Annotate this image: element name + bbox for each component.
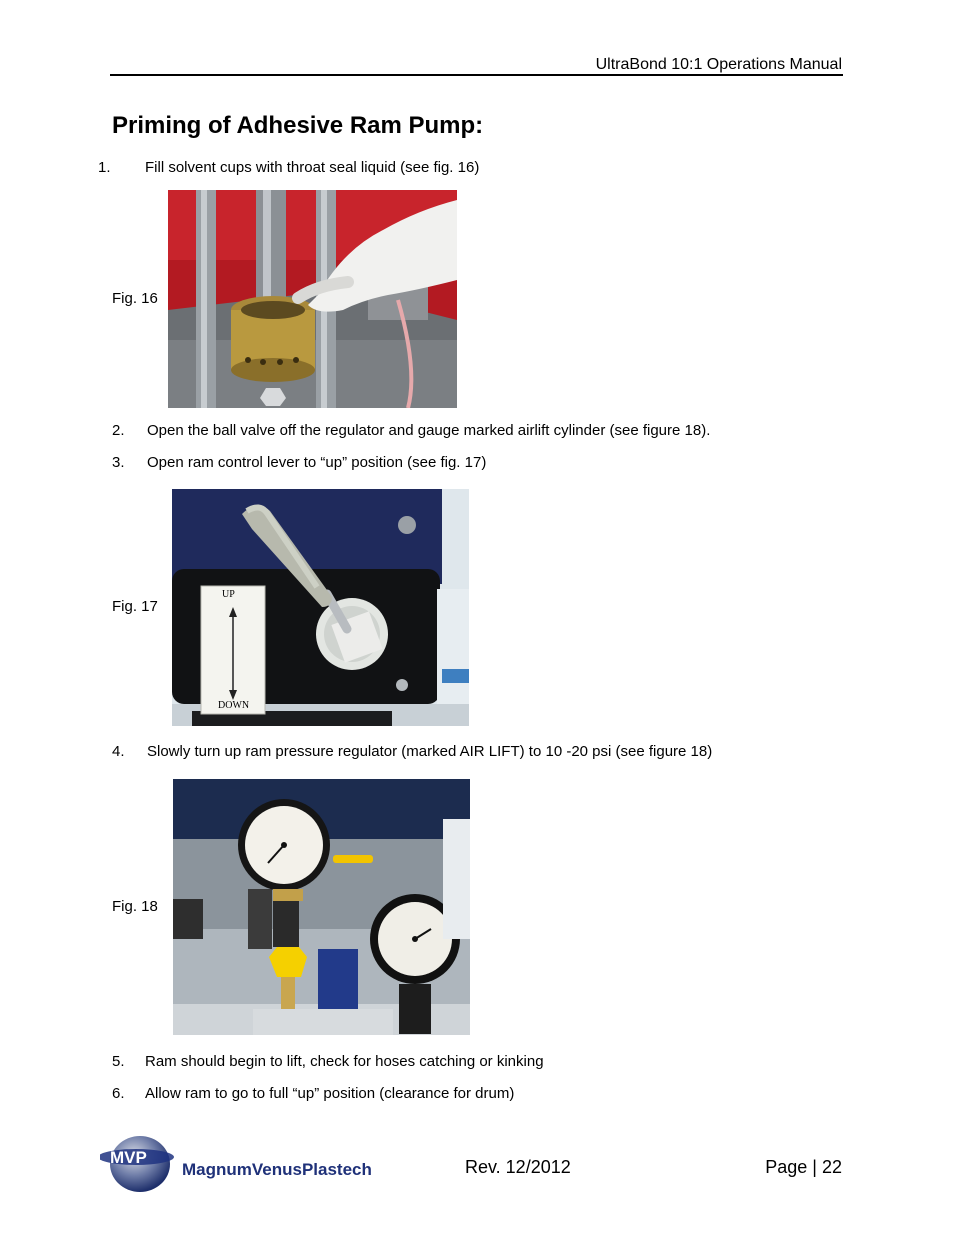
lever-panel-up-label: UP (222, 589, 235, 600)
step-4 (112, 743, 812, 763)
step-text: Open ram control lever to “up” position (see fig. 17) (147, 454, 487, 471)
step-2 (112, 422, 812, 442)
step-number: 4. (112, 743, 125, 760)
figure-17-photo (172, 489, 469, 726)
logo-badge-text: MVP (110, 1148, 147, 1167)
manual-title: UltraBond 10:1 Operations Manual (595, 56, 842, 73)
figure-label-17: Fig. 17 (112, 598, 158, 615)
step-1 (98, 159, 798, 179)
ram-control-lever-image (172, 489, 469, 726)
company-logo (100, 1133, 390, 1195)
solvent-cup-image (168, 190, 457, 408)
revision-text: Rev. 12/2012 (465, 1157, 571, 1177)
lever-panel-down-label: DOWN (218, 700, 250, 711)
step-number: 3. (112, 454, 125, 471)
step-text: Ram should begin to lift, check for hoses catching or kinking (145, 1053, 544, 1070)
step-number: 1. (98, 159, 111, 176)
figure-label-16: Fig. 16 (112, 290, 158, 307)
figure-label-18: Fig. 18 (112, 898, 158, 915)
step-number: 6. (112, 1085, 125, 1102)
header-rule (110, 74, 843, 76)
figure-16-photo (168, 190, 457, 408)
step-text: Allow ram to go to full “up” position (clearance for drum) (145, 1085, 515, 1102)
figure-18-photo (173, 779, 470, 1035)
step-text: Open the ball valve off the regulator and gauge marked airlift cylinder (see figure 18). (147, 422, 711, 439)
mvp-logo-icon (100, 1133, 390, 1195)
step-5 (112, 1053, 812, 1073)
step-3 (112, 454, 812, 474)
step-6 (112, 1085, 812, 1105)
pressure-gauges-image (173, 779, 470, 1035)
logo-company-name: MagnumVenusPlastech (182, 1160, 372, 1179)
step-number: 2. (112, 422, 125, 439)
step-text: Fill solvent cups with throat seal liquid (see fig. 16) (145, 159, 480, 176)
step-number: 5. (112, 1053, 125, 1070)
page-title: Priming of Adhesive Ram Pump: (112, 112, 484, 139)
page-number: Page | 22 (765, 1157, 842, 1177)
step-text: Slowly turn up ram pressure regulator (marked AIR LIFT) to 10 -20 psi (see figure 18) (147, 743, 713, 760)
